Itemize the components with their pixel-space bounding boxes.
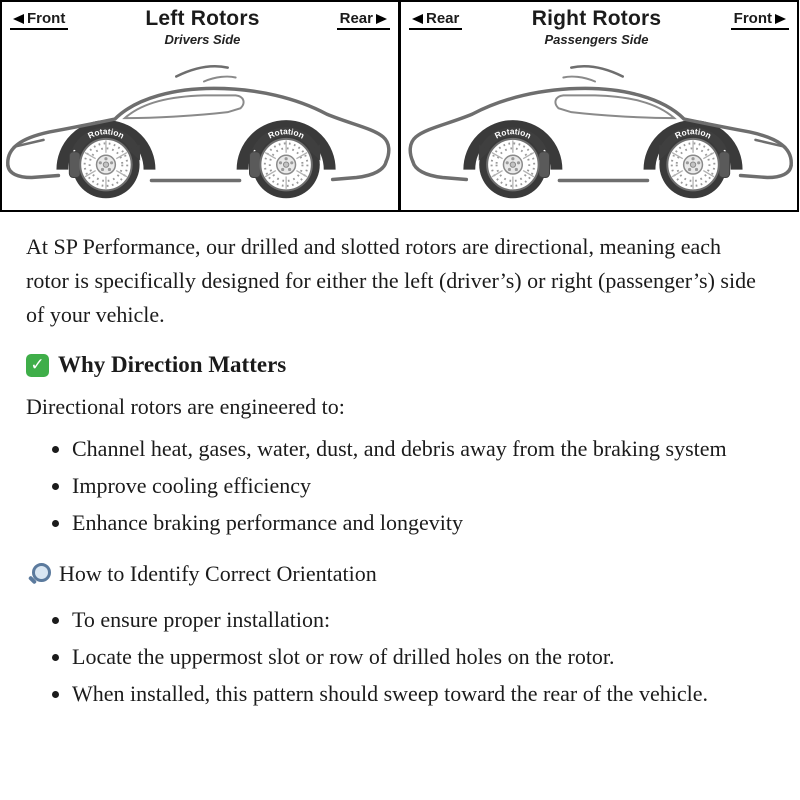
right-arrow-icon: [775, 14, 786, 24]
list-item: • When installed, this pattern should sweep toward the rear of the vehicle.: [72, 677, 772, 711]
car-silhouette: [8, 66, 389, 198]
left-panel-header: [2, 2, 398, 50]
product-description: [0, 212, 800, 735]
rear-direction-label: [409, 10, 462, 30]
front-direction-label: [10, 10, 68, 30]
right-rotors-panel: [399, 0, 799, 212]
panel-subtitle: Passengers Side: [544, 32, 649, 47]
rotation-label: Rotation: [266, 126, 307, 141]
section-heading-text: Why Direction Matters: [58, 352, 287, 378]
benefits-list: [26, 432, 774, 540]
left-arrow-icon: [412, 14, 423, 24]
right-car-illustration: [401, 50, 797, 208]
right-panel-title-block: [532, 7, 662, 47]
section-heading-why-direction-matters: [26, 352, 774, 378]
panel-subtitle: Drivers Side: [164, 32, 241, 47]
left-car-illustration: [2, 50, 398, 208]
list-item: • Locate the uppermost slot or row of drilled holes on the rotor.: [72, 640, 772, 674]
rotor-direction-diagram: [0, 0, 800, 212]
list-item: • To ensure proper installation:: [72, 603, 772, 637]
left-rotors-panel: [0, 0, 400, 212]
rotation-label: Rotation: [86, 126, 126, 141]
corner-label: Front: [733, 10, 772, 27]
panel-title: Left Rotors: [145, 7, 260, 30]
intro-paragraph: At SP Performance, our drilled and slotted rotors are directional, meaning each rotor is specifically designed for either the left (driver’s) or right (passenger’s) side of your vehicle.: [26, 234, 756, 328]
right-panel-header: [401, 2, 797, 50]
corner-label: Rear: [339, 10, 373, 27]
section-heading-text: How to Identify Correct Orientation: [59, 560, 377, 586]
list-item: • Channel heat, gases, water, dust, and debris away from the braking system: [72, 432, 772, 466]
list-item: • Improve cooling efficiency: [72, 469, 772, 503]
engineered-to-lead: Directional rotors are engineered to:: [26, 394, 345, 420]
magnifier-icon: [26, 562, 50, 586]
list-item: • Enhance braking performance and longevity: [72, 506, 772, 540]
car-silhouette: [410, 66, 791, 198]
corner-label: Rear: [426, 10, 460, 27]
left-panel-title-block: [145, 7, 259, 47]
check-icon: ✓: [26, 354, 49, 377]
corner-label: Front: [27, 10, 66, 27]
left-arrow-icon: [13, 14, 24, 24]
section-heading-identify-orientation: [26, 561, 774, 587]
panel-title: Right Rotors: [531, 7, 662, 30]
rotation-label: Rotation: [673, 126, 713, 141]
rotation-label: Rotation: [493, 126, 533, 141]
rear-direction-label: [337, 10, 390, 30]
front-direction-label: [731, 10, 789, 30]
orientation-list: [26, 603, 774, 711]
right-arrow-icon: [376, 14, 387, 24]
